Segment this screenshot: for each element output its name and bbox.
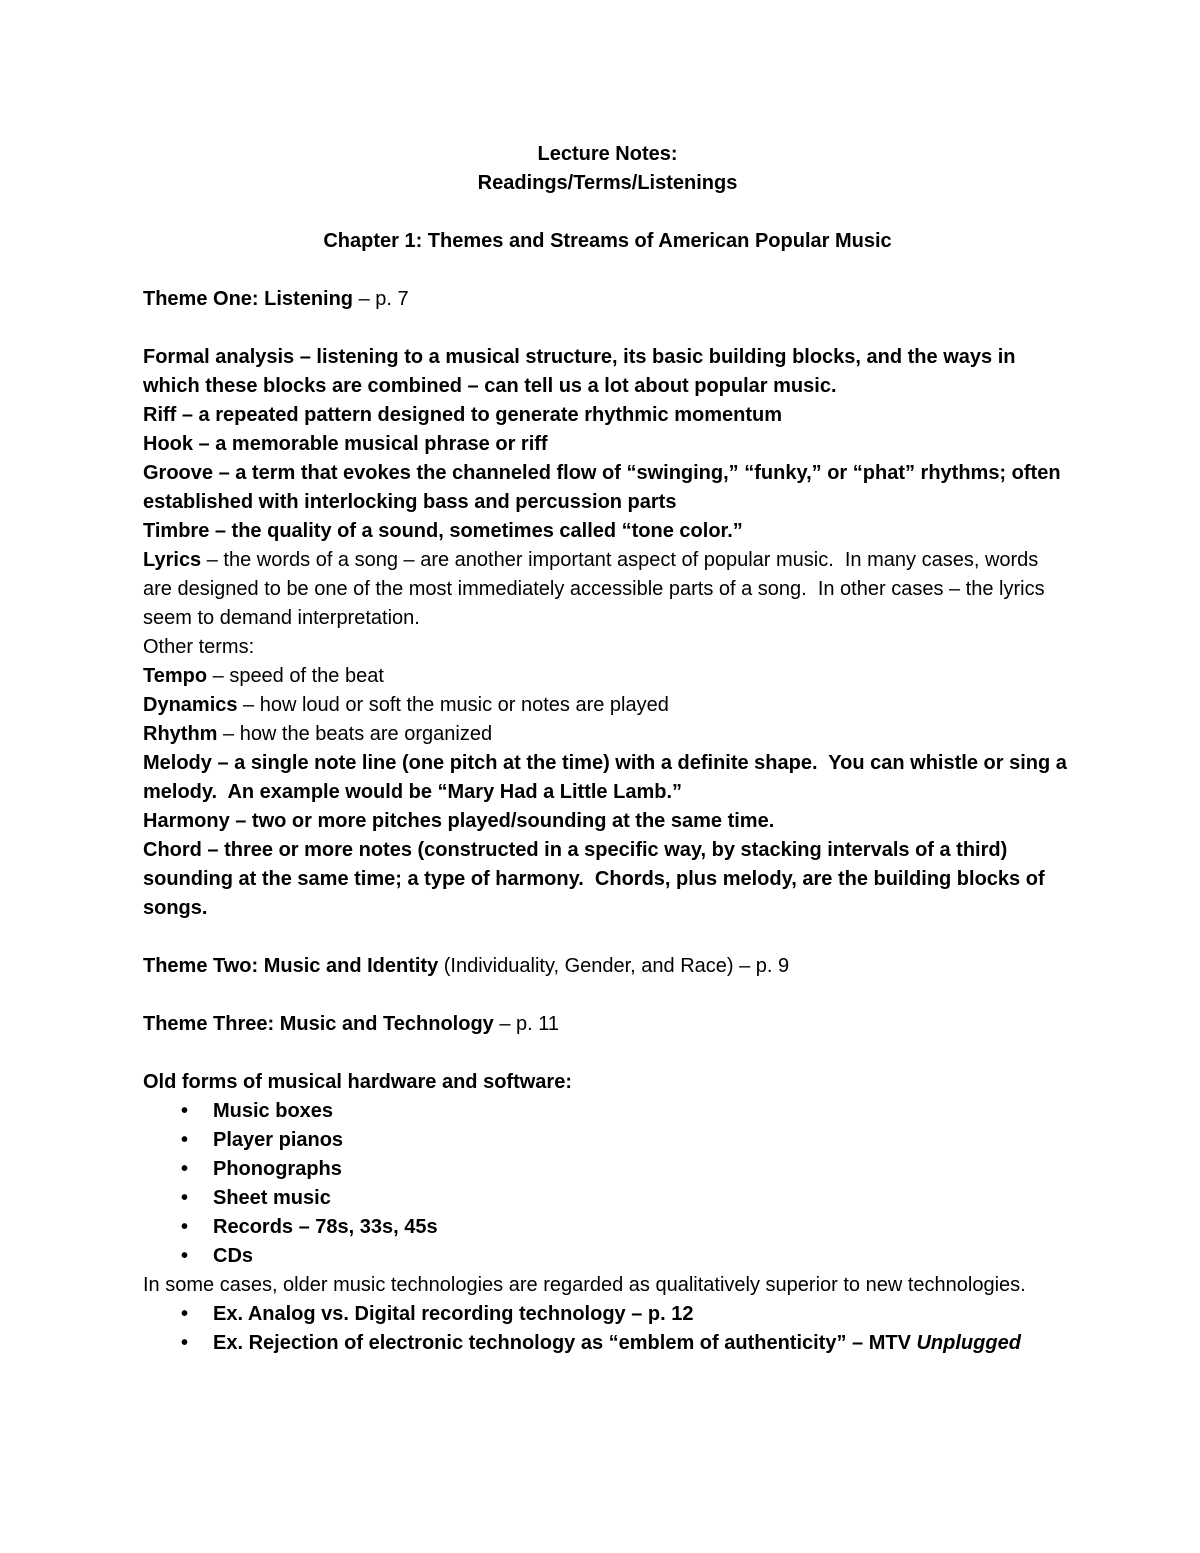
text-run: Groove – a term that evokes the channeled flow of “swinging,” “funky,” or “phat” rhythms; often established with interlocking bass and percussion parts	[143, 462, 1067, 513]
spacer	[143, 923, 1072, 952]
paragraph	[143, 546, 1072, 633]
document-body	[143, 285, 1072, 1358]
text-run: Other terms:	[143, 636, 255, 658]
paragraph	[143, 401, 1072, 430]
text-run: Ex. Analog vs. Digital recording technology – p. 12	[213, 1303, 694, 1325]
text-run: CDs	[213, 1245, 254, 1267]
bullet-icon: •	[181, 1332, 189, 1354]
bullet-item	[143, 1213, 1072, 1242]
text-run: Sheet music	[213, 1187, 331, 1209]
chapter-heading: Chapter 1: Themes and Streams of American Popular Music	[323, 230, 892, 252]
bullet-icon: •	[181, 1187, 189, 1209]
paragraph	[143, 1068, 1072, 1097]
paragraph	[143, 1010, 1072, 1039]
paragraph	[143, 749, 1072, 807]
text-run: Hook – a memorable musical phrase or riff	[143, 433, 548, 455]
paragraph	[143, 633, 1072, 662]
bullet-icon: •	[181, 1216, 189, 1238]
text-run: – the words of a song – are another important aspect of popular music. In many cases, words are designed to be one of the most immediately accessible parts of a song. In other cases – the lyrics seem to demand interpretation.	[143, 549, 1051, 629]
paragraph	[143, 430, 1072, 459]
text-run: – how loud or soft the music or notes are played	[237, 694, 669, 716]
bullet-icon: •	[181, 1245, 189, 1267]
spacer	[143, 198, 1072, 227]
bullet-icon: •	[181, 1100, 189, 1122]
text-run: – speed of the beat	[207, 665, 384, 687]
paragraph	[143, 952, 1072, 981]
text-run: Theme Two: Music and Identity	[143, 955, 439, 977]
bullet-item	[143, 1126, 1072, 1155]
bullet-item	[143, 1300, 1072, 1329]
paragraph	[143, 285, 1072, 314]
text-run: Harmony – two or more pitches played/sounding at the same time.	[143, 810, 775, 832]
text-run: Ex. Rejection of electronic technology as “emblem of authenticity” – MTV	[213, 1332, 917, 1354]
text-run: Theme One: Listening	[143, 288, 354, 310]
text-run: Rhythm	[143, 723, 218, 745]
paragraph	[143, 517, 1072, 546]
text-run: Music boxes	[213, 1100, 334, 1122]
doc-title-line-1: Lecture Notes:	[537, 143, 678, 165]
text-run: Riff – a repeated pattern designed to generate rhythmic momentum	[143, 404, 783, 426]
text-run: Chord – three or more notes (constructed in a specific way, by stacking intervals of a third) sounding at the same time; a type of harmony. Chords, plus melody, are the building blocks of songs.	[143, 839, 1051, 919]
text-run: Timbre – the quality of a sound, sometimes called “tone color.”	[143, 520, 743, 542]
text-run: Theme Three: Music and Technology	[143, 1013, 494, 1035]
text-run: Unplugged	[916, 1332, 1021, 1354]
paragraph	[143, 691, 1072, 720]
bullet-icon: •	[181, 1303, 189, 1325]
spacer	[143, 256, 1072, 285]
text-run: Dynamics	[143, 694, 238, 716]
text-run: – p. 11	[493, 1013, 560, 1035]
paragraph	[143, 662, 1072, 691]
text-run: (Individuality, Gender, and Race) – p. 9	[438, 955, 790, 977]
text-run: Tempo	[143, 665, 208, 687]
bullet-item	[143, 1242, 1072, 1271]
paragraph	[143, 807, 1072, 836]
doc-title-line-2: Readings/Terms/Listenings	[477, 172, 738, 194]
doc-title	[143, 140, 1072, 198]
spacer	[143, 1039, 1072, 1068]
spacer	[143, 314, 1072, 343]
bullet-icon: •	[181, 1129, 189, 1151]
text-run: Records – 78s, 33s, 45s	[213, 1216, 438, 1238]
bullet-item	[143, 1329, 1072, 1358]
bullet-item	[143, 1155, 1072, 1184]
text-run: – how the beats are organized	[217, 723, 493, 745]
text-run: Phonographs	[213, 1158, 342, 1180]
text-run: Old forms of musical hardware and software:	[143, 1071, 572, 1093]
paragraph	[143, 720, 1072, 749]
bullet-icon: •	[181, 1158, 189, 1180]
text-run: Melody – a single note line (one pitch at the time) with a definite shape. You can whistle or sing a melody. An example would be “Mary Had a Little Lamb.”	[143, 752, 1073, 803]
bullet-item	[143, 1184, 1072, 1213]
text-run: Formal analysis – listening to a musical structure, its basic building blocks, and the ways in which these blocks are combined – can tell us a lot about popular music.	[143, 346, 1022, 397]
text-run: Lyrics	[143, 549, 202, 571]
paragraph	[143, 836, 1072, 923]
text-run: In some cases, older music technologies are regarded as qualitatively superior to new technologies.	[143, 1274, 1026, 1296]
bullet-item	[143, 1097, 1072, 1126]
text-run: – p. 7	[353, 288, 409, 310]
text-run: Player pianos	[213, 1129, 344, 1151]
spacer	[143, 981, 1072, 1010]
paragraph	[143, 343, 1072, 401]
paragraph	[143, 1271, 1072, 1300]
paragraph	[143, 459, 1072, 517]
